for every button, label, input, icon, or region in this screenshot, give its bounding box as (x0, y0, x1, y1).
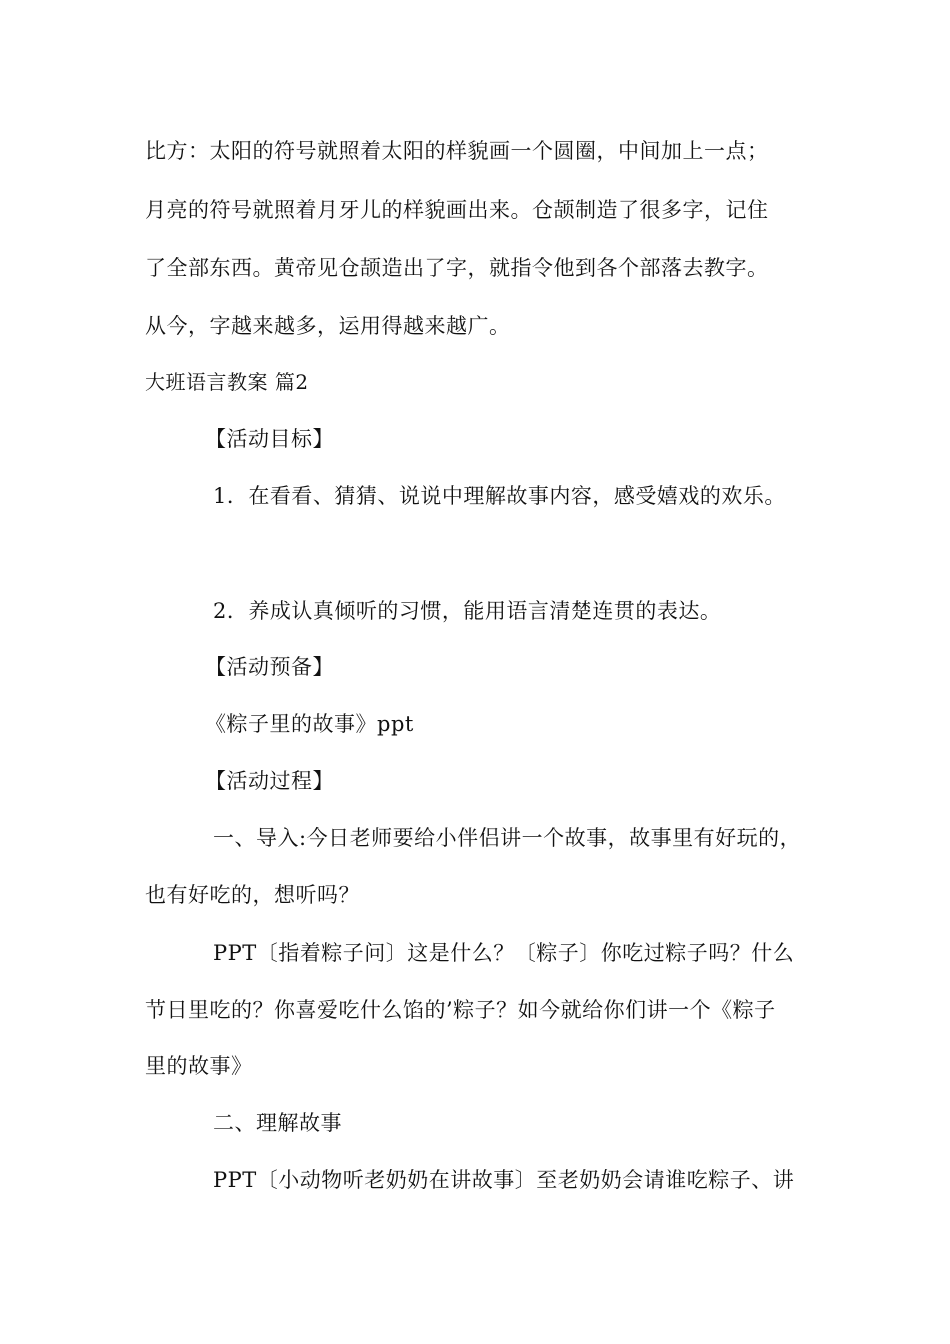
section-heading-goals: 【活动目标】 (205, 427, 334, 451)
paragraph-line: 里的故事》 (145, 1054, 253, 1078)
goal-item-1: 1．在看看、猜猜、说说中理解故事内容，感受嬉戏的欢乐。 (213, 484, 786, 508)
paragraph-line: 节日里吃的？你喜爱吃什么馅的’粽子？如今就给你们讲一个《粽子 (145, 998, 776, 1022)
goal-item-2: 2．养成认真倾听的习惯，能用语言清楚连贯的表达。 (213, 599, 722, 623)
section-heading-process: 【活动过程】 (205, 769, 334, 793)
paragraph-line: 也有好吃的，想听吗？ (145, 883, 360, 907)
section-title: 大班语言教案 篇2 (145, 370, 309, 394)
preparation-item: 《粽子里的故事》ppt (205, 712, 414, 736)
paragraph-line: 比方：太阳的符号就照着太阳的样貌画一个圆圈，中间加上一点； (145, 139, 769, 163)
paragraph-line: 月亮的符号就照着月牙儿的样貌画出来。仓颉制造了很多字，记住 (145, 198, 769, 222)
paragraph-line: 从今，字越来越多，运用得越来越广。 (145, 314, 511, 338)
paragraph-line: PPT〔指着粽子问〕这是什么？〔粽子〕你吃过粽子吗？什么 (213, 941, 795, 965)
paragraph-line: 了全部东西。黄帝见仓颉造出了字，就指令他到各个部落去教字。 (145, 256, 769, 280)
paragraph-line: 一、导入:今日老师要给小伴侣讲一个故事，故事里有好玩的， (213, 826, 802, 850)
paragraph-line: PPT〔小动物听老奶奶在讲故事〕至老奶奶会请谁吃粽子、讲 (213, 1168, 795, 1192)
section-heading-preparation: 【活动预备】 (205, 655, 334, 679)
subsection-heading: 二、理解故事 (213, 1111, 342, 1135)
